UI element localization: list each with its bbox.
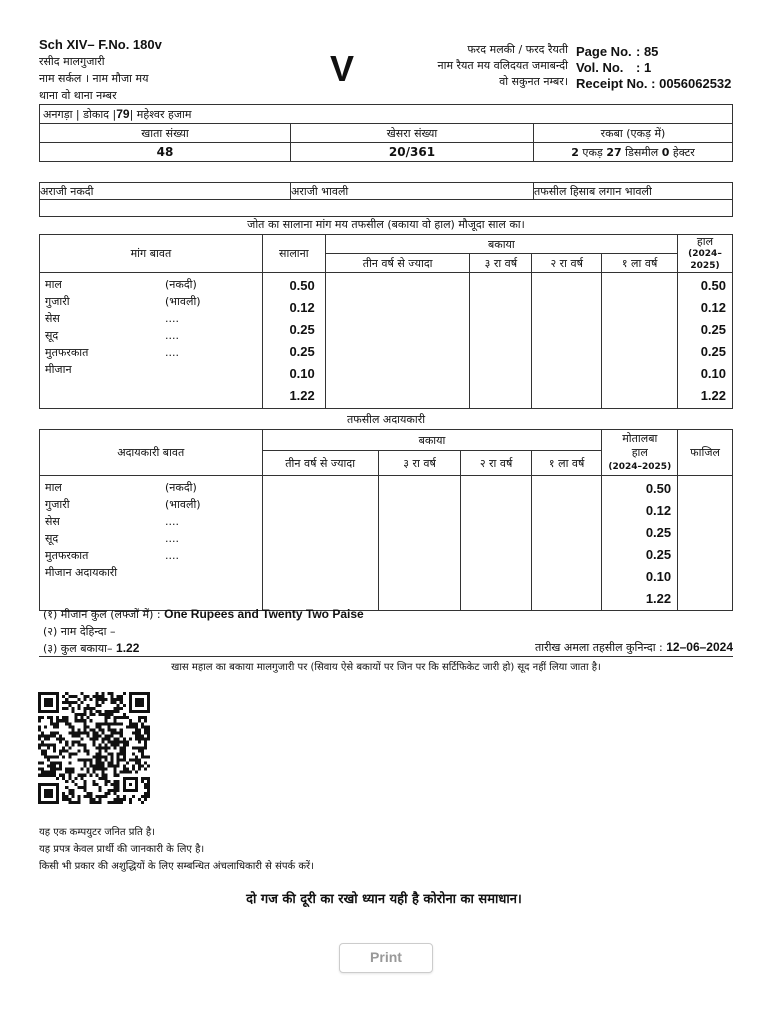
interest-notice: खास महाल का बकाया मालगुजारी पर (सिवाय ऐसे बकायों पर जिन पर कि सर्टिफिकेट जारी हो) सूद नहीं लिया जाता है।	[171, 662, 601, 673]
payment-table	[39, 429, 733, 611]
vol-no-value: : 1	[636, 60, 652, 75]
row-sub: (नकदी)	[165, 278, 197, 291]
row-label: मुतफरकात	[45, 346, 89, 359]
bakaya-2-cell	[532, 273, 602, 409]
total-due-label: (३) कुल बकाया–	[43, 642, 113, 655]
row-label: गुजारी	[45, 295, 70, 308]
row-label: मीजान अदायकारी	[45, 566, 118, 579]
location-suffix: | महेश्वर हजाम	[129, 107, 192, 121]
header-mid-line: फरद मलकी / फरद रैयती	[467, 43, 568, 56]
row-label: सूद	[45, 329, 59, 342]
acre-unit: एकड़	[582, 145, 603, 159]
motalba-value: 1.22	[645, 591, 672, 606]
payment-row-labels	[40, 476, 263, 611]
header-right	[576, 44, 731, 92]
row-sub: ....	[165, 549, 179, 562]
arazi-tafsil: तफसील हिसाब लगान भावली	[534, 183, 733, 200]
row-label: सेस	[45, 515, 60, 528]
haal-value: 0.10	[700, 366, 726, 381]
salana-value: 0.50	[289, 278, 315, 293]
col-3: ३ रा वर्ष	[378, 451, 460, 476]
col-fazil: फाजिल	[678, 430, 733, 476]
page-no-label: Page No.	[576, 44, 632, 59]
bakaya-3-cell	[470, 273, 532, 409]
location-number: 79	[116, 106, 130, 121]
motalba-values	[602, 476, 678, 611]
row-label: मीजान	[45, 363, 72, 376]
pay-1-cell	[531, 476, 602, 611]
pay-2-cell	[461, 476, 532, 611]
demand-row-labels	[40, 273, 263, 409]
haal-value: 0.12	[700, 300, 726, 315]
date-line	[535, 640, 733, 655]
covid-slogan: दो गज की दूरी का रखो ध्यान यही है कोरोना का समाधान।	[246, 892, 522, 907]
row-sub: (नकदी)	[165, 481, 197, 494]
disclaimer-line: किसी भी प्रकार की अशुद्धियों के लिए सम्बन्धित अंचलाधिकारी से संपर्क करें।	[39, 861, 314, 872]
pay-3-cell	[378, 476, 460, 611]
payment-caption: तफसील अदायकारी	[346, 413, 426, 426]
col-ada: अदायकारी बावत	[40, 430, 263, 476]
row-label: माल	[45, 278, 62, 291]
motalba-value: 0.25	[645, 525, 672, 540]
khata-label: खाता संख्या	[40, 124, 291, 143]
footer-lines	[43, 606, 364, 657]
row-label: माल	[45, 481, 62, 494]
row-sub: ....	[165, 329, 179, 342]
motalba-value: 0.10	[645, 569, 672, 584]
khata-table	[39, 104, 733, 162]
salana-values	[262, 273, 325, 409]
page-no-value: : 85	[636, 44, 659, 59]
receipt-no-label: Receipt No. :	[576, 76, 656, 91]
rakba-value	[534, 143, 733, 162]
haal-label: हाल	[696, 234, 714, 248]
header-left-line: नाम सर्कल । नाम मौजा मय	[39, 72, 149, 85]
row-sub: ....	[165, 515, 179, 528]
decimal-value: 27	[606, 145, 622, 159]
arazi-bhavli: अराजी भावली	[291, 183, 534, 200]
haal-value: 0.50	[700, 278, 726, 293]
row-sub: ....	[165, 346, 179, 359]
total-words-label: (१) मीजान कुल (लफ्जों में) :	[43, 608, 161, 621]
row-label: सूद	[45, 532, 59, 545]
location-prefix: अनगड़ा | डोकाद |	[43, 107, 117, 121]
col-1: १ ला वर्ष	[602, 254, 678, 273]
col-2: २ रा वर्ष	[532, 254, 602, 273]
arazi-nakdi: अराजी नकदी	[40, 183, 291, 200]
schedule-number: Sch XIV– F.No. 180v	[39, 37, 162, 52]
haal-values	[678, 273, 733, 409]
date-value: 12–06–2024	[666, 640, 733, 654]
hectare-value: 0	[661, 145, 670, 159]
khesra-label: खेसरा संख्या	[291, 124, 534, 143]
date-label: तारीख अमला तहसील कुनिन्दा :	[534, 641, 663, 654]
col-1: १ ला वर्ष	[531, 451, 602, 476]
row-sub: (भावली)	[165, 295, 201, 308]
header-left-line: थाना वो थाना नम्बर	[39, 89, 117, 102]
khesra-value: 20/361	[291, 143, 534, 162]
haal-value: 0.25	[700, 344, 726, 359]
col-bakaya: बकाया	[262, 430, 602, 451]
salana-value: 1.22	[289, 388, 315, 403]
row-sub: ....	[165, 532, 179, 545]
total-words-value: One Rupees and Twenty Two Paise	[164, 607, 364, 621]
salana-value: 0.25	[289, 322, 315, 337]
row-label: सेस	[45, 312, 60, 325]
v-mark: V	[330, 48, 355, 89]
header-mid-line: वो सकुनत नम्बर।	[499, 75, 568, 88]
col-2: २ रा वर्ष	[461, 451, 532, 476]
col-haal	[678, 235, 733, 273]
disclaimer-line: यह एक कम्पयुटर जनित प्रति है।	[39, 827, 156, 838]
salana-value: 0.25	[289, 344, 315, 359]
haal-year: (2024–2025)	[688, 248, 722, 271]
fazil-cell	[678, 476, 733, 611]
demand-table	[39, 234, 733, 409]
col-3plus: तीन वर्ष से ज्यादा	[262, 451, 378, 476]
rakba-label: रकबा (एकड़ में)	[534, 124, 733, 143]
row-sub: ....	[165, 312, 179, 325]
header-left-line: रसीद मालगुजारी	[39, 55, 105, 68]
motalba-value: 0.25	[645, 547, 672, 562]
haal-value: 1.22	[700, 388, 726, 403]
disclaimer	[39, 824, 314, 875]
print-button[interactable]: Print	[339, 943, 433, 973]
col-motalba	[602, 430, 678, 476]
motalba-label: मोतालबा	[622, 431, 658, 445]
acre-value: 2	[571, 145, 579, 159]
col-3: ३ रा वर्ष	[470, 254, 532, 273]
row-sub: (भावली)	[165, 498, 201, 511]
qr-code	[38, 692, 150, 804]
motalba-value: 0.12	[645, 503, 672, 518]
col-mang: मांग बावत	[40, 235, 263, 273]
vol-no-label: Vol. No.	[576, 60, 624, 75]
decimal-unit: डिसमील	[625, 145, 659, 159]
bakaya-1-cell	[602, 273, 678, 409]
receipt-no-value: 0056062532	[659, 76, 732, 91]
khata-value: 48	[40, 143, 291, 162]
location-cell	[40, 105, 733, 124]
row-label: गुजारी	[45, 498, 70, 511]
total-due-value: 1.22	[116, 641, 140, 655]
disclaimer-line: यह प्रपत्र केवल प्रार्थी की जानकारी के लिए है।	[39, 844, 205, 855]
payer-name-label: (२) नाम देहिन्दा –	[43, 625, 116, 638]
row-label: मुतफरकात	[45, 549, 89, 562]
header-mid-line: नाम रैयत मय वलिदयत जमाबन्दी	[437, 59, 568, 72]
arazi-empty-row	[40, 200, 733, 217]
motalba-haal: हाल	[631, 445, 648, 459]
col-salana: सालाना	[262, 235, 325, 273]
hectare-unit: हेक्टर	[672, 145, 695, 159]
demand-caption: जोत का सालाना मांग मय तफसील (बकाया वो हाल) मौजूदा साल का।	[247, 218, 525, 231]
header-middle	[438, 42, 569, 90]
col-3plus: तीन वर्ष से ज्यादा	[325, 254, 470, 273]
motalba-year: (2024–2025)	[608, 461, 672, 472]
bakaya-3plus-cell	[325, 273, 470, 409]
arazi-table	[39, 182, 733, 217]
pay-3plus-cell	[262, 476, 378, 611]
motalba-value: 0.50	[645, 481, 672, 496]
salana-value: 0.10	[289, 366, 315, 381]
haal-value: 0.25	[700, 322, 726, 337]
salana-value: 0.12	[289, 300, 315, 315]
col-bakaya: बकाया	[325, 235, 677, 254]
divider	[39, 656, 733, 657]
header-left	[39, 36, 162, 104]
